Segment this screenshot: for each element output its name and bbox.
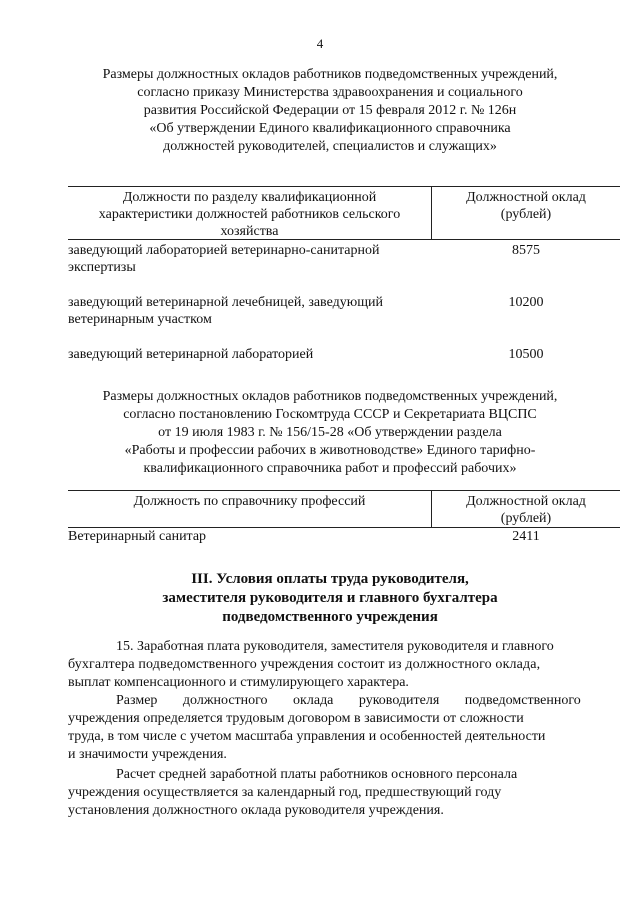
table-1-header-position (68, 187, 432, 239)
header-line: характеристики должностей работников сельского (98, 207, 401, 222)
table-row (68, 346, 620, 363)
table-2-header (68, 490, 620, 528)
section-title (40, 570, 620, 627)
salary-cell: 8575 (512, 243, 540, 258)
header-line: (рублей) (500, 207, 552, 222)
paragraph-salary-size (68, 692, 608, 764)
paragraph-line: установления должностного оклада руководителя учреждения. (68, 803, 444, 818)
cell-line: заведующий ветеринарной лечебницей, заведующий (68, 295, 383, 310)
paragraph-average-salary (68, 766, 608, 820)
table-row (68, 528, 620, 545)
position-cell (68, 346, 432, 363)
position-cell (68, 242, 432, 276)
caption-1-line: «Об утверждении Единого квалификационного справочника (149, 121, 511, 136)
section-title-line: заместителя руководителя и главного бухгалтера (162, 590, 498, 606)
cell-line: заведующий лабораторией ветеринарно-санитарной (68, 243, 380, 258)
paragraph-15 (68, 638, 608, 692)
salary-cell: 2411 (512, 529, 540, 544)
caption-2-line: Размеры должностных окладов работников подведомственных учреждений, (102, 389, 558, 404)
caption-1-line: Размеры должностных окладов работников подведомственных учреждений, (102, 67, 558, 82)
section-title-line: III. Условия оплаты труда руководителя, (191, 571, 469, 587)
header-line: Должности по разделу квалификационной (122, 190, 377, 205)
caption-1 (40, 66, 620, 156)
header-line: Должностной оклад (466, 494, 586, 509)
salary-cell: 10200 (508, 295, 544, 310)
paragraph-line: и значимости учреждения. (68, 747, 227, 762)
paragraph-line: выплат компенсационного и стимулирующего характера. (68, 675, 409, 690)
table-2-header-salary (432, 491, 620, 527)
paragraph-line: бухгалтера подведомственного учреждения состоит из должностного оклада, (68, 657, 541, 672)
caption-2-line: «Работы и профессии рабочих в животноводстве» Единого тарифно- (124, 443, 536, 458)
paragraph-line: Расчет средней заработной платы работников основного персонала (116, 767, 518, 782)
salary-table-2 (68, 490, 620, 550)
cell-line: ветеринарным участком (68, 312, 212, 327)
paragraph-line: учреждения определяется трудовым договором в зависимости от сложности (68, 711, 524, 726)
salary-table-1 (68, 186, 620, 376)
page-number: 4 (316, 36, 324, 51)
caption-2-line: согласно постановлению Госкомтруда СССР и Секретариата ВЦСПС (123, 407, 537, 422)
header-line: Должностной оклад (466, 190, 586, 205)
section-title-line: подведомственного учреждения (222, 609, 438, 625)
paragraph-line: 15. Заработная плата руководителя, заместителя руководителя и главного (116, 639, 554, 654)
paragraph-line: труда, в том числе с учетом масштаба управления и особенностей деятельности (68, 729, 546, 744)
caption-2-line: от 19 июля 1983 г. № 156/15-28 «Об утверждении раздела (158, 425, 502, 440)
table-1-header-salary (432, 187, 620, 239)
salary-cell: 10500 (508, 347, 544, 362)
table-1-header (68, 186, 620, 240)
caption-1-line: должностей руководителей, специалистов и служащих» (163, 139, 497, 154)
table-row (68, 242, 620, 276)
cell-line: экспертизы (68, 260, 136, 275)
position-cell (68, 294, 432, 328)
header-line: (рублей) (500, 511, 552, 526)
caption-1-line: согласно приказу Министерства здравоохранения и социального (137, 85, 523, 100)
paragraph-line: Размер должностного оклада руководителя подведомственного (116, 693, 581, 708)
caption-1-line: развития Российской Федерации от 15 февраля 2012 г. № 126н (143, 103, 517, 118)
caption-2-line: квалификационного справочника работ и профессий рабочих» (143, 461, 517, 476)
cell-line: заведующий ветеринарной лабораторией (68, 347, 314, 362)
table-2-header-position: Должность по справочнику профессий (68, 491, 432, 527)
caption-2 (40, 388, 620, 478)
table-row (68, 294, 620, 328)
header-line: хозяйства (220, 224, 279, 239)
position-cell: Ветеринарный санитар (68, 529, 207, 544)
paragraph-line: учреждения осуществляется за календарный год, предшествующий году (68, 785, 502, 800)
